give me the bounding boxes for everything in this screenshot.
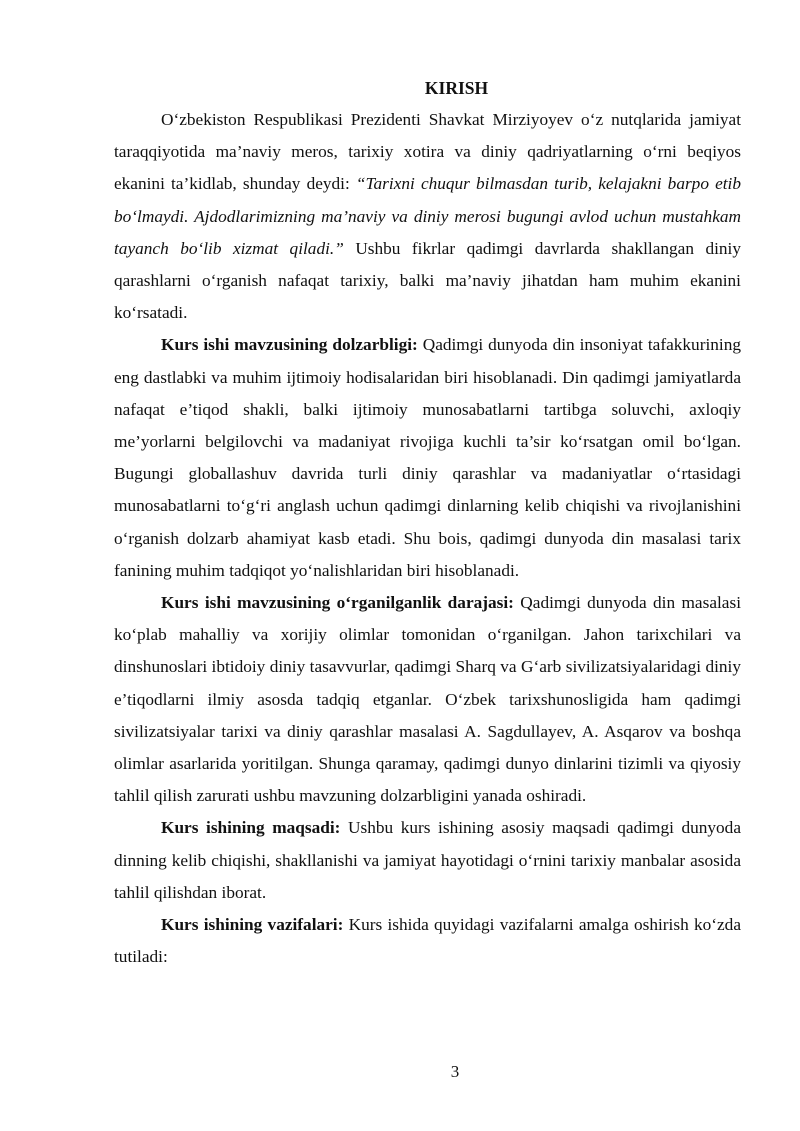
intro-text: O‘zbekiston Respublikasi Prezidenti Shavkat Mirziyoyev o‘z nutqlarida jamiyat taraqqiyotida ma’naviy meros, tarixiy xotira va diniy qadriyatlarning o‘rni beqiyos ekanini ta’kidlab, shunday deydi:	[114, 110, 741, 194]
goal-paragraph	[114, 812, 741, 909]
tasks-paragraph	[114, 909, 741, 973]
page-content	[114, 72, 741, 973]
study-degree-text: Qadimgi dunyoda din masalasi ko‘plab mahalliy va xorijiy olimlar tomonidan o‘rganilgan. Jahon tarixchilari va dinshunoslari ibtidoiy diniy tasavvurlar, qadimgi Sharq va G‘arb sivilizatsiyalaridagi diniy e’tiqodlarni ilmiy asosda tadqiq etganlar. O‘zbek tarixshunosligida ham qadimgi sivilizatsiyalar tarixi va diniy qarashlar masalasi A. Sagdullayev, A. Asqarov va boshqa olimlar asarlarida yoritilgan. Shunga qaramay, qadimgi dunyo dinlarini tizimli va qiyosiy tahlil qilish zarurati ushbu mavzuning dolzarbligini yanada oshiradi.	[114, 593, 741, 806]
relevance-paragraph	[114, 329, 741, 587]
intro-text-continued: Ushbu fikrlar qadimgi davrlarda shakllangan diniy qarashlarni o‘rganish nafaqat tarixiy, balki ma’naviy jihatdan ham muhim ekanini ko‘rsatadi.	[114, 238, 741, 323]
tasks-text: Kurs ishida quyidagi vazifalarni amalga oshirish ko‘zda tutiladi:	[114, 915, 741, 967]
relevance-text: Qadimgi dunyoda din insoniyat tafakkurining eng dastlabki va muhim ijtimoiy hodisalaridan biri hisoblanadi. Din qadimgi jamiyatlarda nafaqat e’tiqod shakli, balki ijtimoiy munosabatlarni tartibga soluvchi, axloqiy me’yorlarni belgilovchi va madaniyat rivojiga kuchli ta’sir ko‘rsatgan omil bo‘lgan. Bugungi globallashuv davrida turli diniy qarashlar va madaniyatlar o‘rtasidagi munosabatlarni to‘g‘ri anglash uchun qadimgi dinlarning kelib chiqishi va rivojlanishini o‘rganish dolzarb ahamiyat kasb etadi. Shu bois, qadimgi dunyoda din masalasi tarix fanining muhim tadqiqot yo‘nalishlaridan biri hisoblanadi.	[114, 335, 741, 580]
page-number: 3	[450, 1062, 460, 1081]
goal-text: Ushbu kurs ishining asosiy maqsadi qadimgi dunyoda dinning kelib chiqishi, shakllanishi va jamiyat hayotidagi o‘rnini tarixiy manbalar asosida tahlil qilishdan iborat.	[114, 818, 741, 902]
relevance-heading: Kurs ishi mavzusining dolzarbligi:	[161, 335, 418, 355]
section-title: KIRISH	[424, 78, 489, 98]
study-degree-heading: Kurs ishi mavzusining o‘rganilganlik darajasi:	[161, 593, 514, 613]
goal-heading: Kurs ishining maqsadi:	[161, 818, 341, 838]
president-quote: “Tarixni chuqur bilmasdan turib, kelajakni barpo etib bo‘lmaydi. Ajdodlarimizning ma’naviy va diniy merosi bugungi avlod uchun mustahkam tayanch bo‘lib xizmat qiladi.”	[114, 174, 741, 258]
intro-paragraph	[114, 104, 741, 329]
study-degree-paragraph	[114, 587, 741, 812]
tasks-heading: Kurs ishining vazifalari:	[161, 915, 344, 935]
